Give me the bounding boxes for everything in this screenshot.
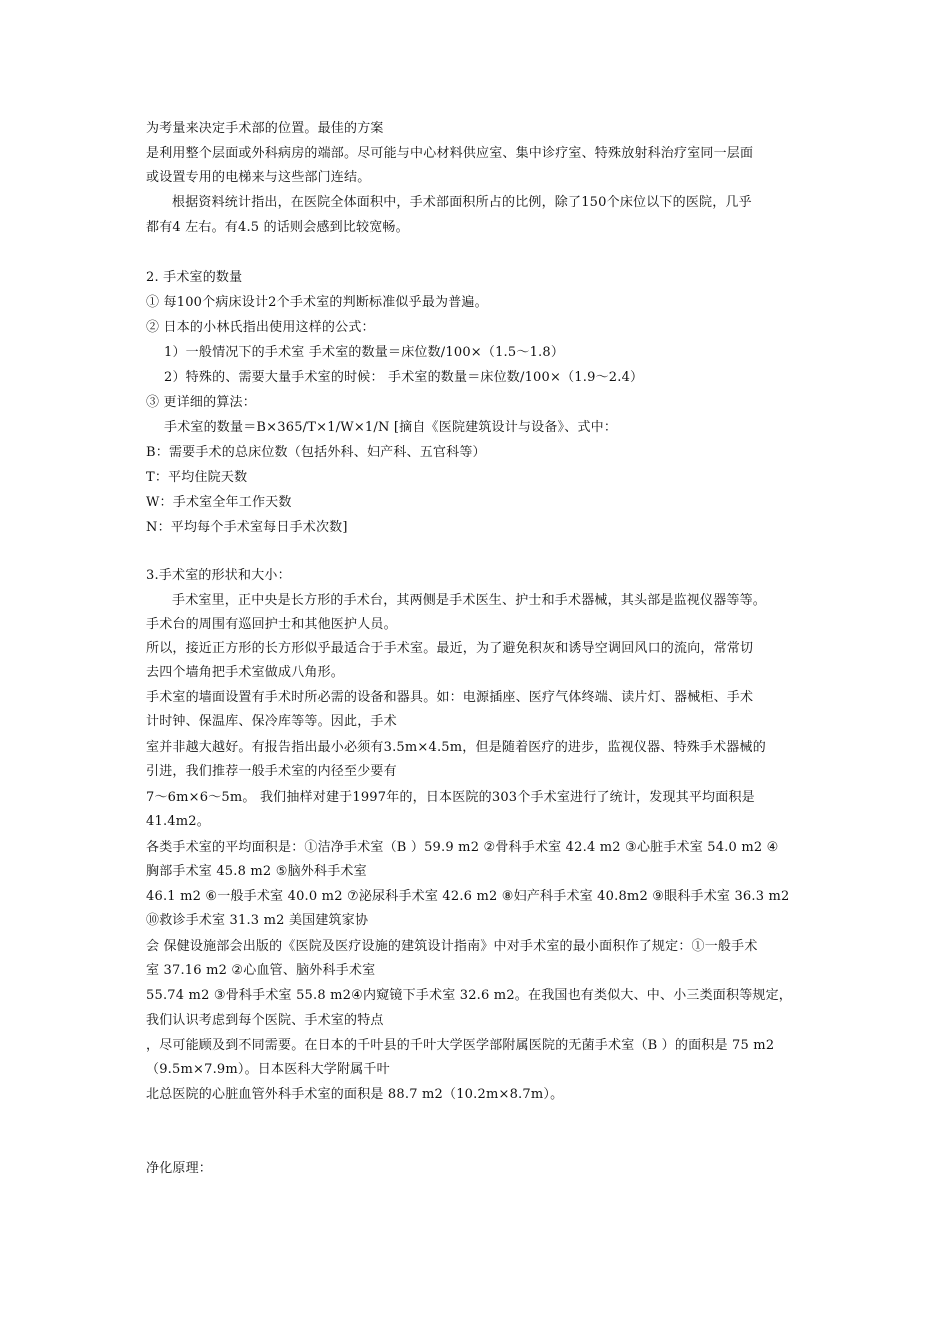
- text-line: 都有4 左右。有4.5 的话则会感到比较宽畅。: [146, 220, 409, 235]
- text-line: 计时钟、保温库、保冷库等等。因此，手术: [146, 714, 397, 729]
- text-line: 7～6m×6～5m。 我们抽样对建于1997年的，日本医院的303个手术室进行了统计，发现其平均面积是: [146, 790, 755, 805]
- text-line: 各类手术室的平均面积是：①洁净手术室（B ）59.9 m2 ②骨科手术室 42.4 m2 ③心脏手术室 54.0 m2 ④: [146, 840, 779, 855]
- text-line: 去四个墙角把手术室做成八角形。: [146, 665, 345, 680]
- text-line: 或设置专用的电梯来与这些部门连结。: [146, 170, 371, 185]
- section-heading: 2. 手术室的数量: [146, 270, 243, 285]
- text-line: 46.1 m2 ⑥一般手术室 40.0 m2 ⑦泌尿科手术室 42.6 m2 ⑧妇产科手术室 40.8m2 ⑨眼科手术室 36.3 m2: [146, 889, 790, 904]
- text-line: 1）一般情况下的手术室 手术室的数量＝床位数/100×（1.5～1.8）: [164, 345, 565, 360]
- text-line: 手术室的墙面设置有手术时所必需的设备和器具。如：电源插座、医疗气体终端、读片灯、器械柜、手术: [146, 690, 754, 705]
- text-line: 41.4m2。: [146, 814, 210, 829]
- text-line: W：手术室全年工作天数: [146, 495, 292, 510]
- text-line: N：平均每个手术室每日手术次数]: [146, 520, 348, 535]
- text-line: ① 每100个病床设计2个手术室的判断标准似乎最为普遍。: [146, 295, 488, 310]
- text-line: 室 37.16 m2 ②心血管、脑外科手术室: [146, 963, 376, 978]
- section-heading: 3.手术室的形状和大小：: [146, 568, 291, 583]
- text-line: 会 保健设施部会出版的《医院及医疗设施的建筑设计指南》中对手术室的最小面积作了规定：①一般手术: [146, 939, 758, 954]
- text-line: 根据资料统计指出，在医院全体面积中，手术部面积所占的比例，除了150个床位以下的医院，几乎: [172, 195, 752, 210]
- text-line: 55.74 m2 ③骨科手术室 55.8 m2④内窥镜下手术室 32.6 m2。在我国也有类似大、中、小三类面积等规定，: [146, 988, 793, 1003]
- text-line: ③ 更详细的算法：: [146, 395, 256, 410]
- text-line: 手术台的周围有巡回护士和其他医护人员。: [146, 617, 397, 632]
- text-line: T：平均住院天数: [146, 470, 248, 485]
- text-line: 手术室里，正中央是长方形的手术台，其两侧是手术医生、护士和手术器械，其头部是监视仪器等等。: [172, 593, 767, 608]
- text-line: 所以，接近正方形的长方形似乎最适合于手术室。最近，为了避免积灰和诱导空调回风口的流向，常常切: [146, 641, 754, 656]
- formula-line: 手术室的数量＝B×365/T×1/W×1/N [摘自《医院建筑设计与设备》、式中：: [164, 420, 618, 435]
- section-heading: 净化原理：: [146, 1161, 213, 1176]
- text-line: （9.5m×7.9m）。日本医科大学附属千叶: [146, 1062, 390, 1077]
- text-line: 北总医院的心脏血管外科手术室的面积是 88.7 m2（10.2m×8.7m）。: [146, 1087, 564, 1102]
- text-line: ② 日本的小林氏指出使用这样的公式：: [146, 320, 375, 335]
- text-line: ，尽可能顾及到不同需要。在日本的千叶县的千叶大学医学部附属医院的无菌手术室（B ）的面积是 75 m2: [146, 1038, 775, 1053]
- text-line: 是利用整个层面或外科病房的端部。尽可能与中心材料供应室、集中诊疗室、特殊放射科治疗室同一层面: [146, 146, 754, 161]
- text-line: 我们认识考虑到每个医院、手术室的特点: [146, 1013, 384, 1028]
- text-line: 为考量来决定手术部的位置。最佳的方案: [146, 121, 384, 136]
- text-line: 胸部手术室 45.8 m2 ⑤脑外科手术室: [146, 864, 367, 879]
- text-line: 引进，我们推荐一般手术室的内径至少要有: [146, 764, 397, 779]
- text-line: 2）特殊的、需要大量手术室的时候： 手术室的数量＝床位数/100×（1.9～2.4）: [164, 370, 644, 385]
- text-line: B：需要手术的总床位数（包括外科、妇产科、五官科等）: [146, 445, 486, 460]
- text-line: ⑩救诊手术室 31.3 m2 美国建筑家协: [146, 913, 369, 928]
- text-line: 室并非越大越好。有报告指出最小必须有3.5m×4.5m，但是随着医疗的进步，监视仪器、特殊手术器械的: [146, 740, 766, 755]
